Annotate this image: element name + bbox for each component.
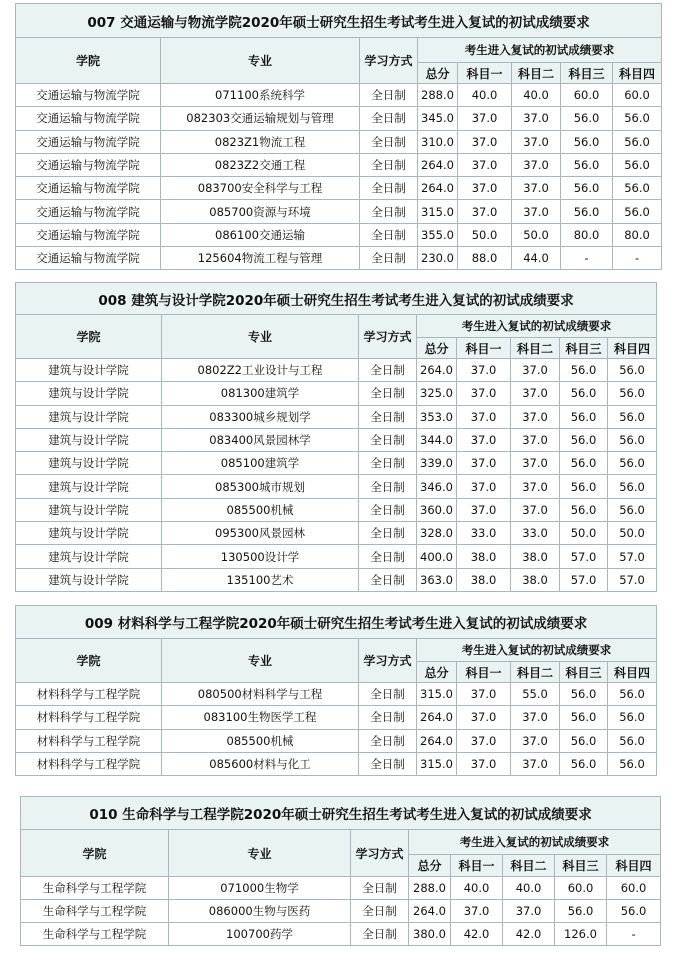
- cell-subject-3: 56.0: [560, 428, 608, 451]
- table-row: [16, 568, 657, 591]
- header-subject-1: 科目一: [457, 662, 511, 683]
- header-subject-4: 科目四: [607, 855, 661, 877]
- cell-subject-2: 50.0: [512, 223, 561, 246]
- cell-subject-1: 37.0: [457, 452, 511, 475]
- cell-total: 264.0: [417, 706, 457, 729]
- header-score-requirement: 考生进入复试的初试成绩要求: [418, 38, 662, 63]
- table-row: [16, 522, 657, 545]
- header-subject-1: 科目一: [457, 338, 511, 359]
- table-title: 010 生命科学与工程学院2020年硕士研究生招生考试考生进入复试的初试成绩要求: [21, 797, 661, 830]
- table-row: [16, 452, 657, 475]
- cell-subject-1: 37.0: [457, 382, 511, 405]
- table-title: 009 材料科学与工程学院2020年硕士研究生招生考试考生进入复试的初试成绩要求: [16, 606, 657, 639]
- cell-college: 建筑与设计学院: [16, 475, 162, 498]
- score-table: [15, 605, 657, 776]
- cell-study-mode: 全日制: [359, 382, 417, 405]
- cell-subject-2: 37.0: [511, 752, 560, 775]
- table-row: [16, 428, 657, 451]
- cell-subject-4: 56.0: [608, 752, 657, 775]
- cell-subject-2: 37.0: [512, 177, 561, 200]
- cell-subject-3: 56.0: [561, 107, 613, 130]
- table-row: [21, 900, 661, 923]
- cell-subject-4: 80.0: [613, 223, 662, 246]
- table-row: [16, 683, 657, 706]
- cell-study-mode: 全日制: [360, 107, 418, 130]
- table-row: [16, 130, 662, 153]
- score-table: [15, 3, 662, 270]
- cell-subject-1: 37.0: [457, 405, 511, 428]
- cell-total: 315.0: [417, 752, 457, 775]
- cell-subject-2: 37.0: [512, 153, 561, 176]
- cell-study-mode: 全日制: [359, 568, 417, 591]
- cell-total: 264.0: [418, 177, 458, 200]
- cell-major: 071000生物学: [169, 877, 351, 900]
- header-subject-4: 科目四: [613, 63, 662, 84]
- cell-college: 建筑与设计学院: [16, 522, 162, 545]
- cell-major: 135100艺术: [162, 568, 359, 591]
- header-major: 专业: [169, 830, 351, 877]
- cell-major: 0802Z2工业设计与工程: [162, 359, 359, 382]
- cell-major: 125604物流工程与管理: [161, 247, 360, 270]
- table-row: [16, 752, 657, 775]
- header-study-mode: 学习方式: [351, 830, 409, 877]
- cell-total: 363.0: [417, 568, 457, 591]
- header-subject-1: 科目一: [451, 855, 503, 877]
- header-subject-3: 科目三: [561, 63, 613, 84]
- cell-subject-1: 42.0: [451, 923, 503, 946]
- header-subject-1: 科目一: [458, 63, 512, 84]
- cell-subject-4: 56.0: [608, 706, 657, 729]
- cell-subject-2: 33.0: [511, 522, 560, 545]
- cell-subject-2: 37.0: [511, 359, 560, 382]
- header-major: 专业: [162, 639, 359, 683]
- cell-major: 085700资源与环境: [161, 200, 360, 223]
- cell-subject-2: 37.0: [503, 900, 555, 923]
- cell-major: 081300建筑学: [162, 382, 359, 405]
- cell-college: 生命科学与工程学院: [21, 900, 169, 923]
- header-study-mode: 学习方式: [359, 315, 417, 359]
- cell-subject-3: 56.0: [561, 177, 613, 200]
- cell-total: 315.0: [418, 200, 458, 223]
- table-row: [16, 153, 662, 176]
- cell-subject-1: 37.0: [457, 475, 511, 498]
- cell-subject-1: 37.0: [457, 359, 511, 382]
- cell-major: 082303交通运输规划与管理: [161, 107, 360, 130]
- table-row: [16, 545, 657, 568]
- cell-college: 交通运输与物流学院: [16, 130, 161, 153]
- cell-study-mode: 全日制: [359, 729, 417, 752]
- table-row: [16, 475, 657, 498]
- cell-college: 材料科学与工程学院: [16, 752, 162, 775]
- cell-subject-3: 56.0: [560, 405, 608, 428]
- cell-total: 355.0: [418, 223, 458, 246]
- cell-subject-1: 40.0: [451, 877, 503, 900]
- table-row: [16, 247, 662, 270]
- cell-college: 交通运输与物流学院: [16, 177, 161, 200]
- cell-total: 380.0: [409, 923, 451, 946]
- cell-study-mode: 全日制: [351, 877, 409, 900]
- cell-subject-3: 56.0: [560, 359, 608, 382]
- table-row: [16, 223, 662, 246]
- cell-subject-4: -: [613, 247, 662, 270]
- cell-subject-4: 56.0: [608, 428, 657, 451]
- cell-college: 建筑与设计学院: [16, 498, 162, 521]
- cell-total: 310.0: [418, 130, 458, 153]
- cell-subject-2: 42.0: [503, 923, 555, 946]
- cell-subject-4: 56.0: [608, 359, 657, 382]
- cell-subject-3: 56.0: [560, 382, 608, 405]
- header-college: 学院: [16, 315, 162, 359]
- header-total: 总分: [409, 855, 451, 877]
- cell-study-mode: 全日制: [360, 153, 418, 176]
- table-title: 007 交通运输与物流学院2020年硕士研究生招生考试考生进入复试的初试成绩要求: [16, 4, 662, 38]
- cell-subject-4: 56.0: [613, 177, 662, 200]
- table-row: [16, 177, 662, 200]
- cell-study-mode: 全日制: [360, 130, 418, 153]
- cell-subject-2: 44.0: [512, 247, 561, 270]
- cell-major: 100700药学: [169, 923, 351, 946]
- cell-subject-3: 56.0: [560, 452, 608, 475]
- cell-subject-3: 56.0: [561, 200, 613, 223]
- header-college: 学院: [16, 639, 162, 683]
- cell-study-mode: 全日制: [359, 522, 417, 545]
- cell-total: 264.0: [417, 729, 457, 752]
- cell-subject-3: 56.0: [560, 475, 608, 498]
- cell-subject-2: 37.0: [511, 382, 560, 405]
- cell-total: 288.0: [418, 84, 458, 107]
- header-subject-3: 科目三: [560, 338, 608, 359]
- cell-study-mode: 全日制: [359, 498, 417, 521]
- cell-subject-4: 56.0: [613, 130, 662, 153]
- table-title: 008 建筑与设计学院2020年硕士研究生招生考试考生进入复试的初试成绩要求: [16, 283, 657, 315]
- cell-study-mode: 全日制: [359, 405, 417, 428]
- cell-subject-1: 33.0: [457, 522, 511, 545]
- cell-major: 083400风景园林学: [162, 428, 359, 451]
- cell-subject-3: 57.0: [560, 545, 608, 568]
- cell-subject-3: 60.0: [561, 84, 613, 107]
- cell-college: 建筑与设计学院: [16, 545, 162, 568]
- cell-subject-4: 57.0: [608, 568, 657, 591]
- header-major: 专业: [162, 315, 359, 359]
- cell-college: 建筑与设计学院: [16, 359, 162, 382]
- cell-study-mode: 全日制: [351, 900, 409, 923]
- header-row: [16, 38, 662, 63]
- cell-college: 材料科学与工程学院: [16, 683, 162, 706]
- table-row: [16, 359, 657, 382]
- cell-subject-1: 37.0: [457, 706, 511, 729]
- title-row: [16, 606, 657, 639]
- title-row: [16, 283, 657, 315]
- cell-subject-1: 37.0: [457, 683, 511, 706]
- cell-college: 建筑与设计学院: [16, 568, 162, 591]
- cell-subject-2: 37.0: [512, 200, 561, 223]
- cell-subject-3: 56.0: [555, 900, 607, 923]
- header-total: 总分: [417, 338, 457, 359]
- cell-total: 264.0: [409, 900, 451, 923]
- cell-major: 085500机械: [162, 498, 359, 521]
- cell-subject-2: 37.0: [511, 405, 560, 428]
- cell-study-mode: 全日制: [351, 923, 409, 946]
- cell-study-mode: 全日制: [360, 84, 418, 107]
- cell-subject-3: 126.0: [555, 923, 607, 946]
- cell-major: 130500设计学: [162, 545, 359, 568]
- cell-major: 0823Z1物流工程: [161, 130, 360, 153]
- cell-study-mode: 全日制: [359, 428, 417, 451]
- cell-college: 建筑与设计学院: [16, 405, 162, 428]
- cell-major: 086100交通运输: [161, 223, 360, 246]
- cell-study-mode: 全日制: [359, 706, 417, 729]
- header-row: [16, 639, 657, 662]
- cell-college: 交通运输与物流学院: [16, 107, 161, 130]
- header-subject-2: 科目二: [503, 855, 555, 877]
- header-subject-4: 科目四: [608, 338, 657, 359]
- cell-subject-3: 56.0: [560, 683, 608, 706]
- cell-subject-2: 37.0: [511, 729, 560, 752]
- cell-subject-4: 56.0: [607, 900, 661, 923]
- table-row: [16, 200, 662, 223]
- cell-subject-1: 37.0: [458, 130, 512, 153]
- cell-subject-3: 60.0: [555, 877, 607, 900]
- cell-study-mode: 全日制: [360, 200, 418, 223]
- cell-subject-3: 50.0: [560, 522, 608, 545]
- cell-college: 材料科学与工程学院: [16, 706, 162, 729]
- cell-subject-2: 40.0: [503, 877, 555, 900]
- cell-subject-2: 38.0: [511, 545, 560, 568]
- cell-college: 生命科学与工程学院: [21, 923, 169, 946]
- score-table: [20, 796, 661, 946]
- table-row: [16, 382, 657, 405]
- header-score-requirement: 考生进入复试的初试成绩要求: [409, 830, 661, 855]
- cell-college: 交通运输与物流学院: [16, 84, 161, 107]
- cell-college: 建筑与设计学院: [16, 452, 162, 475]
- cell-subject-1: 50.0: [458, 223, 512, 246]
- cell-college: 交通运输与物流学院: [16, 153, 161, 176]
- cell-total: 328.0: [417, 522, 457, 545]
- cell-college: 交通运输与物流学院: [16, 223, 161, 246]
- cell-subject-2: 55.0: [511, 683, 560, 706]
- cell-subject-2: 37.0: [512, 130, 561, 153]
- table-row: [16, 729, 657, 752]
- cell-subject-1: 38.0: [457, 545, 511, 568]
- cell-major: 085600材料与化工: [162, 752, 359, 775]
- table-row: [16, 498, 657, 521]
- cell-subject-3: 80.0: [561, 223, 613, 246]
- table-row: [16, 107, 662, 130]
- header-subject-2: 科目二: [511, 662, 560, 683]
- header-college: 学院: [16, 38, 161, 84]
- cell-study-mode: 全日制: [359, 359, 417, 382]
- header-row: [16, 315, 657, 338]
- cell-study-mode: 全日制: [359, 545, 417, 568]
- cell-subject-4: 56.0: [608, 382, 657, 405]
- cell-major: 083100生物医学工程: [162, 706, 359, 729]
- cell-total: 339.0: [417, 452, 457, 475]
- cell-subject-3: 57.0: [560, 568, 608, 591]
- cell-subject-1: 88.0: [458, 247, 512, 270]
- cell-subject-2: 37.0: [511, 452, 560, 475]
- cell-subject-2: 40.0: [512, 84, 561, 107]
- cell-college: 材料科学与工程学院: [16, 729, 162, 752]
- cell-college: 建筑与设计学院: [16, 382, 162, 405]
- title-row: [21, 797, 661, 830]
- header-subject-3: 科目三: [555, 855, 607, 877]
- cell-total: 288.0: [409, 877, 451, 900]
- header-score-requirement: 考生进入复试的初试成绩要求: [417, 639, 657, 662]
- cell-subject-4: 56.0: [608, 475, 657, 498]
- cell-total: 346.0: [417, 475, 457, 498]
- cell-college: 生命科学与工程学院: [21, 877, 169, 900]
- table-row: [16, 405, 657, 428]
- cell-subject-4: 56.0: [608, 498, 657, 521]
- cell-subject-2: 37.0: [511, 498, 560, 521]
- cell-major: 095300风景园林: [162, 522, 359, 545]
- header-study-mode: 学习方式: [359, 639, 417, 683]
- cell-college: 交通运输与物流学院: [16, 200, 161, 223]
- cell-subject-3: 56.0: [560, 706, 608, 729]
- title-row: [16, 4, 662, 38]
- cell-total: 325.0: [417, 382, 457, 405]
- cell-study-mode: 全日制: [359, 683, 417, 706]
- cell-subject-4: 56.0: [613, 153, 662, 176]
- cell-total: 400.0: [417, 545, 457, 568]
- table-row: [16, 84, 662, 107]
- cell-study-mode: 全日制: [360, 223, 418, 246]
- cell-subject-2: 38.0: [511, 568, 560, 591]
- cell-subject-3: 56.0: [561, 153, 613, 176]
- cell-subject-2: 37.0: [512, 107, 561, 130]
- cell-subject-4: -: [607, 923, 661, 946]
- cell-study-mode: 全日制: [360, 247, 418, 270]
- cell-subject-4: 56.0: [608, 729, 657, 752]
- cell-total: 315.0: [417, 683, 457, 706]
- cell-subject-2: 37.0: [511, 475, 560, 498]
- cell-subject-4: 60.0: [613, 84, 662, 107]
- cell-major: 085100建筑学: [162, 452, 359, 475]
- cell-total: 344.0: [417, 428, 457, 451]
- cell-total: 264.0: [417, 359, 457, 382]
- header-subject-2: 科目二: [511, 338, 560, 359]
- header-college: 学院: [21, 830, 169, 877]
- cell-major: 085300城市规划: [162, 475, 359, 498]
- cell-study-mode: 全日制: [360, 177, 418, 200]
- cell-total: 360.0: [417, 498, 457, 521]
- header-study-mode: 学习方式: [360, 38, 418, 84]
- table-row: [21, 923, 661, 946]
- cell-subject-1: 37.0: [457, 498, 511, 521]
- cell-total: 264.0: [418, 153, 458, 176]
- cell-subject-3: 56.0: [560, 498, 608, 521]
- header-total: 总分: [417, 662, 457, 683]
- cell-subject-1: 37.0: [457, 729, 511, 752]
- cell-study-mode: 全日制: [359, 752, 417, 775]
- cell-subject-1: 37.0: [457, 752, 511, 775]
- cell-subject-4: 50.0: [608, 522, 657, 545]
- cell-major: 071100系统科学: [161, 84, 360, 107]
- header-score-requirement: 考生进入复试的初试成绩要求: [417, 315, 657, 338]
- header-subject-4: 科目四: [608, 662, 657, 683]
- cell-major: 083700安全科学与工程: [161, 177, 360, 200]
- table-row: [16, 706, 657, 729]
- cell-study-mode: 全日制: [359, 452, 417, 475]
- cell-subject-1: 37.0: [458, 177, 512, 200]
- cell-major: 0823Z2交通工程: [161, 153, 360, 176]
- cell-total: 353.0: [417, 405, 457, 428]
- cell-subject-1: 37.0: [458, 200, 512, 223]
- cell-subject-1: 37.0: [458, 153, 512, 176]
- cell-subject-2: 37.0: [511, 706, 560, 729]
- cell-subject-3: 56.0: [561, 130, 613, 153]
- cell-major: 080500材料科学与工程: [162, 683, 359, 706]
- header-subject-2: 科目二: [512, 63, 561, 84]
- cell-subject-1: 37.0: [457, 428, 511, 451]
- cell-subject-3: -: [561, 247, 613, 270]
- cell-major: 083300城乡规划学: [162, 405, 359, 428]
- header-total: 总分: [418, 63, 458, 84]
- cell-subject-1: 37.0: [451, 900, 503, 923]
- table-row: [21, 877, 661, 900]
- header-major: 专业: [161, 38, 360, 84]
- cell-study-mode: 全日制: [359, 475, 417, 498]
- cell-subject-4: 56.0: [608, 452, 657, 475]
- cell-subject-2: 37.0: [511, 428, 560, 451]
- cell-total: 230.0: [418, 247, 458, 270]
- cell-college: 建筑与设计学院: [16, 428, 162, 451]
- cell-subject-4: 56.0: [608, 683, 657, 706]
- header-subject-3: 科目三: [560, 662, 608, 683]
- header-row: [21, 830, 661, 855]
- cell-subject-1: 40.0: [458, 84, 512, 107]
- cell-subject-4: 56.0: [613, 200, 662, 223]
- cell-subject-4: 56.0: [608, 405, 657, 428]
- cell-total: 345.0: [418, 107, 458, 130]
- cell-subject-3: 56.0: [560, 752, 608, 775]
- cell-subject-1: 37.0: [458, 107, 512, 130]
- cell-college: 交通运输与物流学院: [16, 247, 161, 270]
- cell-subject-4: 60.0: [607, 877, 661, 900]
- score-table: [15, 282, 657, 592]
- cell-major: 086000生物与医药: [169, 900, 351, 923]
- cell-subject-4: 57.0: [608, 545, 657, 568]
- cell-subject-3: 56.0: [560, 729, 608, 752]
- cell-subject-1: 38.0: [457, 568, 511, 591]
- cell-subject-4: 56.0: [613, 107, 662, 130]
- cell-major: 085500机械: [162, 729, 359, 752]
